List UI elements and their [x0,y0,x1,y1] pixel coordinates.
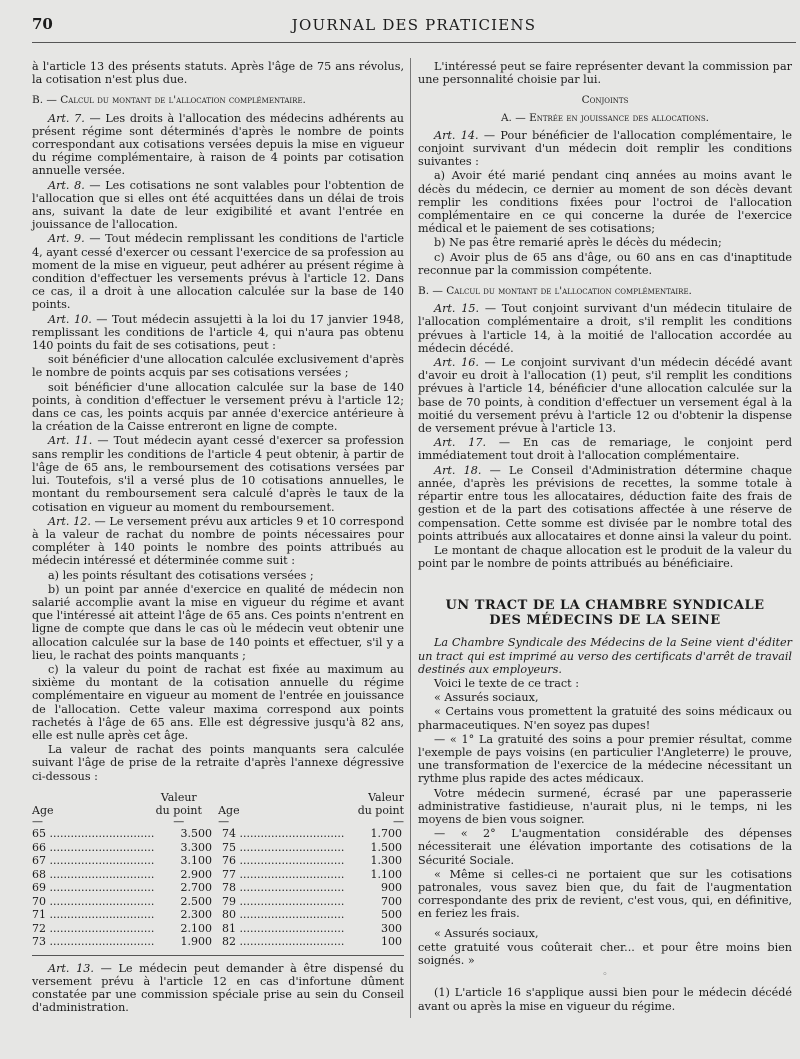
age-cell: 68 [32,867,46,881]
article-12-item-a: a) les points résultant des cotisations versées ; [48,568,314,582]
age-cell: 67 [32,854,46,868]
table-row [32,841,404,855]
paragraph: L'intéressé peut se faire représenter devant la commission par une personnalité choisie par lui. [418,60,792,87]
age-cell: 71 [32,908,46,922]
age-cell: 69 [32,881,46,895]
right-column [418,60,792,1014]
article-text: — Les cotisations ne sont valables pour l'obtention de l'allocation que si elles ont été acquittées dans un délai de trois ans, suivant la date de leur exigibilité et avant l'entrée en jouissance de l'allocation. [32,178,405,232]
article-13 [32,962,404,1015]
age-cell-wrap [32,827,162,841]
heading-letter: B. — [32,94,57,107]
leader-dots: .............................. [236,881,345,895]
age-cell-wrap [222,935,352,949]
tract-line-2: « Certains vous promettent la gratuité des soins médicaux ou pharmaceutiques. N'en soyez pas dupes! [418,705,792,732]
table-bottom-rule [32,955,404,956]
value-cell-wrap [352,854,402,868]
leader-dots: .............................. [236,908,345,922]
age-cell: 76 [222,854,236,868]
dash: — [393,815,404,829]
article-16 [418,356,792,435]
tract-line-4: Votre médecin surmené, écrasé par une paperasserie administrative fastidieuse, n'aurait plus, ni le temps, ni les moyens de bien vous soigner. [418,786,792,826]
age-cell: 70 [32,894,46,908]
tract-line-8: cette gratuité vous coûterait cher... et pour être moins bien soignés. » [418,940,792,967]
value-cell-wrap [162,881,222,895]
article-17 [418,436,792,462]
article-label: Art. 12. [48,514,91,528]
article-label: Art. 15. [434,302,480,316]
section-heading [418,112,792,125]
tract-voici: Voici le texte de ce tract : [434,676,579,690]
value-cell: 1.500 [370,840,402,854]
dash: — [218,815,230,829]
col-value-header [345,791,404,817]
article-text: — En cas de remariage, le conjoint perd immédiatement tout droit à l'allocation complémentaire. [418,436,793,463]
heading-text: Calcul du montant de l'allocation complémentaire. [446,285,692,298]
age-cell: 77 [222,867,236,881]
article-12-item-c: c) la valeur du point de rachat est fixée au maximum au sixième du montant de la cotisation annuelle du régime complémentaire en vigueur au moment de l'entrée en jouissance de l'allocation. Cette valeur maxima correspond aux points rachetés à l'âge de 65 ans. Elle est dégressive jusqu'à 82 ans, elle est nulle après cet âge. [32,662,404,742]
table-header [32,791,404,817]
article-10-option-b: soit bénéficier d'une allocation calculée sur la base de 140 points, à condition d'effectuer le versement prévu à l'article 12; dans ce cas, les points acquis par année d'exercice antérieure à la création de la Caisse entreront en ligne de compte. [32,380,404,434]
age-cell-wrap [32,854,162,868]
table-row [32,827,404,841]
article-text: — Le Conseil d'Administration détermine chaque année, d'après les prévisions de recettes, la somme totale à répartir entre tous les allocataires, déduction faite des frais de gestion et de la part des cotisations affectée à une réserve de compensation. Cette somme est divisée par le nombre total des points attribués aux allocataires et donne ainsi la valeur du point. [418,463,792,543]
heading-text: Entrée en jouissance des allocations. [529,111,710,124]
article-label: Art. 7. [48,111,85,125]
leader-dots: .............................. [236,894,345,908]
article-7 [32,112,404,178]
article-label: Art. 14. [434,128,479,142]
age-cell-wrap [32,868,162,882]
value-cell-wrap [352,922,402,936]
table-row [32,895,404,909]
journal-title: JOURNAL DES PRATICIENS [291,16,537,34]
article-label: Art. 16. [434,356,479,370]
value-cell: 2.100 [180,921,212,935]
value-cell: 2.700 [180,881,212,895]
value-cell-wrap [162,854,222,868]
value-cell-wrap [162,935,222,949]
leader-dots: .............................. [46,935,155,949]
leader-dots: .............................. [236,827,345,841]
tract-line-5: — « 2° L'augmentation considérable des dépenses nécessiterait une élévation importante des cotisations de la Sécurité Sociale. [418,827,792,867]
footnote: (1) L'article 16 s'applique aussi bien pour le médecin décédé avant ou après la mise en vigueur du régime. [418,986,792,1013]
age-cell-wrap [32,895,162,909]
leader-dots: .............................. [236,935,345,949]
heading-letter: A. — [500,111,526,124]
value-cell: 2.500 [180,894,212,908]
section-heading [32,94,404,107]
value-cell: 1.700 [370,827,402,841]
leader-dots: .............................. [46,840,155,854]
value-cell-wrap [162,827,222,841]
value-cell: 3.300 [180,840,212,854]
value-cell: 900 [381,881,402,895]
article-14-item-c: c) Avoir plus de 65 ans d'âge, ou 60 ans en cas d'inaptitude reconnue par la commission compétente. [418,250,792,277]
leader-dots: .............................. [46,867,155,881]
value-cell-wrap [352,935,402,949]
age-cell-wrap [32,881,162,895]
article-12-item-b: b) un point par année d'exercice en qualité de médecin non salarié accomplie avant la mise en vigueur du régime et avant que l'intéressé ait atteint l'âge de 65 ans. Ces points n'entrent en ligne de compte que dans le cas où le médecin veut obtenir une allocation calculée sur la base de 140 points et effectuer, s'il y a lieu, le rachat des points manquants ; [32,582,404,662]
age-cell-wrap [222,841,352,855]
separator-mark: ◦ [602,970,608,981]
tract-title-line-1: UN TRACT DE LA CHAMBRE SYNDICALE [445,598,765,614]
table-intro: La valeur de rachat des points manquants sera calculée suivant l'âge de prise de la retraite d'après l'annexe dégressive ci-dessous : [32,743,404,783]
article-label: Art. 13. [48,961,94,975]
age-cell-wrap [32,935,162,949]
age-cell: 73 [32,935,46,949]
value-cell-wrap [352,881,402,895]
age-cell: 75 [222,840,236,854]
article-11 [32,434,404,513]
page-number: 70 [32,15,53,33]
paragraph: à l'article 13 des présents statuts. Après l'âge de 75 ans révolus, la cotisation n'est plus due. [32,60,404,87]
table-row [32,908,404,922]
article-15 [418,302,792,355]
leader-dots: .............................. [236,921,345,935]
article-12 [32,515,404,568]
age-cell-wrap [222,881,352,895]
article-18 [418,464,792,543]
article-label: Art. 17. [434,436,487,450]
value-cell-wrap [352,827,402,841]
tract-title-line-2: DES MÉDECINS DE LA SEINE [489,613,721,629]
leader-dots: .............................. [236,840,345,854]
age-cell-wrap [222,868,352,882]
age-cell-wrap [32,922,162,936]
col-value-header [149,791,208,817]
leader-dots: .............................. [46,894,155,908]
article-label: Art. 10. [48,312,92,326]
table-row [32,854,404,868]
age-cell: 81 [222,921,236,935]
column-divider [410,58,411,1018]
article-text: — Le conjoint survivant d'un médecin décédé avant d'avoir eu droit à l'allocation (1) peut, s'il remplit les conditions prévues à l'article 14, bénéficier d'une allocation calculée sur la base de 70 points, à condition d'effectuer un versement égal à la moitié du versement prévu à l'article 12 ou d'obtenir la dispense de versement prévue à l'article 13. [418,356,792,436]
tract-title [418,598,792,628]
value-cell-wrap [352,868,402,882]
article-text: — Tout médecin assujetti à la loi du 17 janvier 1948, remplissant les conditions de l'article 4, qui n'aura pas obtenu 140 points du fait de ses cotisations, peut : [32,312,405,353]
col-value-top: Valeur [368,790,404,804]
age-cell: 80 [222,908,236,922]
value-cell: 1.100 [370,867,402,881]
value-cell-wrap [352,895,402,909]
dash: — [32,815,43,829]
col-age-header: Age [218,803,240,817]
value-cell-wrap [352,841,402,855]
article-10 [32,313,404,353]
article-8 [32,179,404,232]
age-cell-wrap [222,908,352,922]
point-value-table [32,791,404,949]
heading-text: Calcul du montant de l'allocation complémentaire. [60,94,306,107]
article-text: — Tout médecin ayant cessé d'exercer sa profession sans remplir les conditions de l'article 4 peut obtenir, à partir de l'âge de 65 ans, le remboursement des cotisations versées par lui. Toutefois, s'il a versé plus de 10 cotisations annuelles, le montant du remboursement sera calculé d'après le taux de la cotisation en vigueur au moment du remboursement. [32,434,405,514]
article-14-item-b: b) Ne pas être remarié après le décès du médecin; [434,236,722,250]
left-column [32,60,404,1015]
col-value-bottom: du point [357,803,404,817]
article-14 [418,129,792,169]
value-cell-wrap [162,922,222,936]
age-cell: 66 [32,840,46,854]
value-cell: 3.500 [180,827,212,841]
article-text: — Le versement prévu aux articles 9 et 10 correspond à la valeur de rachat du nombre de points nécessaires pour compléter à 140 points le nombre des points attribués au médecin intéressé et déterminée comme suit : [32,514,404,568]
section-heading-conjoints: Conjoints [581,94,629,107]
value-cell-wrap [162,908,222,922]
value-cell: 2.900 [180,867,212,881]
age-cell: 72 [32,921,46,935]
col-value-bottom: du point [155,803,202,817]
age-cell-wrap [222,922,352,936]
leader-dots: .............................. [46,881,155,895]
article-text: — Les droits à l'allocation des médecins adhérents au présent régime sont déterminés d'après le nombre de points correspondant aux cotisations versées depuis la mise en vigueur du régime complémentaire, à raison de 4 points par cotisation annuelle versée. [32,111,404,178]
leader-dots: .............................. [46,827,155,841]
table-row [32,881,404,895]
value-cell: 3.100 [180,854,212,868]
tract-line-3: — « 1° La gratuité des soins a pour premier résultat, comme l'exemple de pays voisins (en particulier l'Angleterre) le prouve, une transformation de l'exercice de la médecine nécessitant un rythme plus rapide des actes médicaux. [418,732,792,786]
table-row [32,922,404,936]
age-cell: 78 [222,881,236,895]
leader-dots: .............................. [46,908,155,922]
article-18-paragraph-2: Le montant de chaque allocation est le produit de la valeur du point par le nombre de points attribués au bénéficiaire. [418,543,792,571]
table-row [32,935,404,949]
value-cell: 1.300 [370,854,402,868]
article-text: — Pour bénéficier de l'allocation complémentaire, le conjoint survivant d'un médecin doit remplir les conditions suivantes : [418,128,793,169]
table-body [32,827,404,949]
article-text: — Tout conjoint survivant d'un médecin titulaire de l'allocation complémentaire a droit, s'il remplit les conditions prévues à l'article 14, à la moitié de l'allocation accordée au médecin décédé. [418,302,793,355]
article-text: — Le médecin peut demander à être dispensé du versement prévu à l'article 12 en cas d'infortune dûment constatée par une commission spéciale prise au sein du Conseil d'administration. [32,961,405,1015]
col-age-header: Age [32,803,54,817]
article-9 [32,232,404,311]
dash: — [173,815,185,829]
age-cell: 74 [222,827,236,841]
article-label: Art. 11. [48,434,93,448]
article-10-option-a: soit bénéficier d'une allocation calculée exclusivement d'après le nombre de points acquis par ses cotisations versées ; [32,353,404,380]
article-label: Art. 18. [434,463,482,477]
value-cell-wrap [162,841,222,855]
value-cell: 1.900 [180,935,212,949]
leader-dots: .............................. [46,921,155,935]
article-text: — Tout médecin remplissant les conditions de l'article 4, ayant cessé d'exercer ou cessant l'exercice de sa profession au moment de la mise en vigueur, peut adhérer au présent régime à condition d'effectuer les versements prévus à l'article 12. Dans ce cas, il a droit à une allocation calculée sur la base de 140 points. [32,232,404,312]
article-14-item-a: a) Avoir été marié pendant cinq années au moins avant le décès du médecin, ce dernier au moment de son décès devant remplir les conditions fixées pour l'octroi de l'allocation complémentaire en ce qui concerne la durée de l'exercice médical et le paiement de ses cotisations; [418,169,792,236]
age-cell-wrap [222,895,352,909]
value-cell: 700 [381,894,402,908]
section-heading [418,285,792,298]
value-cell-wrap [162,895,222,909]
value-cell: 500 [381,908,402,922]
value-cell-wrap [162,868,222,882]
age-cell-wrap [32,841,162,855]
value-cell: 300 [381,921,402,935]
age-cell-wrap [222,827,352,841]
value-cell: 2.300 [180,908,212,922]
table-row [32,868,404,882]
leader-dots: .............................. [236,854,345,868]
age-cell-wrap [222,854,352,868]
value-cell: 100 [381,935,402,949]
article-label: Art. 8. [48,178,85,192]
age-cell: 65 [32,827,46,841]
leader-dots: .............................. [236,867,345,881]
tract-intro: La Chambre Syndicale des Médecins de la Seine vient d'éditer un tract qui est imprimé au verso des certificats d'arrêt de travail destinés aux employeurs. [418,636,792,676]
leader-dots: .............................. [46,854,155,868]
heading-letter: B. — [418,285,443,298]
tract-line-7: « Assurés sociaux, [434,926,539,940]
page-header [32,12,796,43]
table-dashes [32,817,404,827]
tract-line-6: « Même si celles-ci ne portaient que sur les cotisations patronales, vous savez bien que, du fait de l'augmentation correspondante des prix de revient, c'est vous, qui, en définitive, en feriez les frais. [418,867,792,921]
age-cell: 79 [222,894,236,908]
col-value-top: Valeur [160,790,197,804]
age-cell-wrap [32,908,162,922]
article-label: Art. 9. [48,232,85,246]
age-cell: 82 [222,935,236,949]
tract-line-1: « Assurés sociaux, [434,691,539,705]
value-cell-wrap [352,908,402,922]
